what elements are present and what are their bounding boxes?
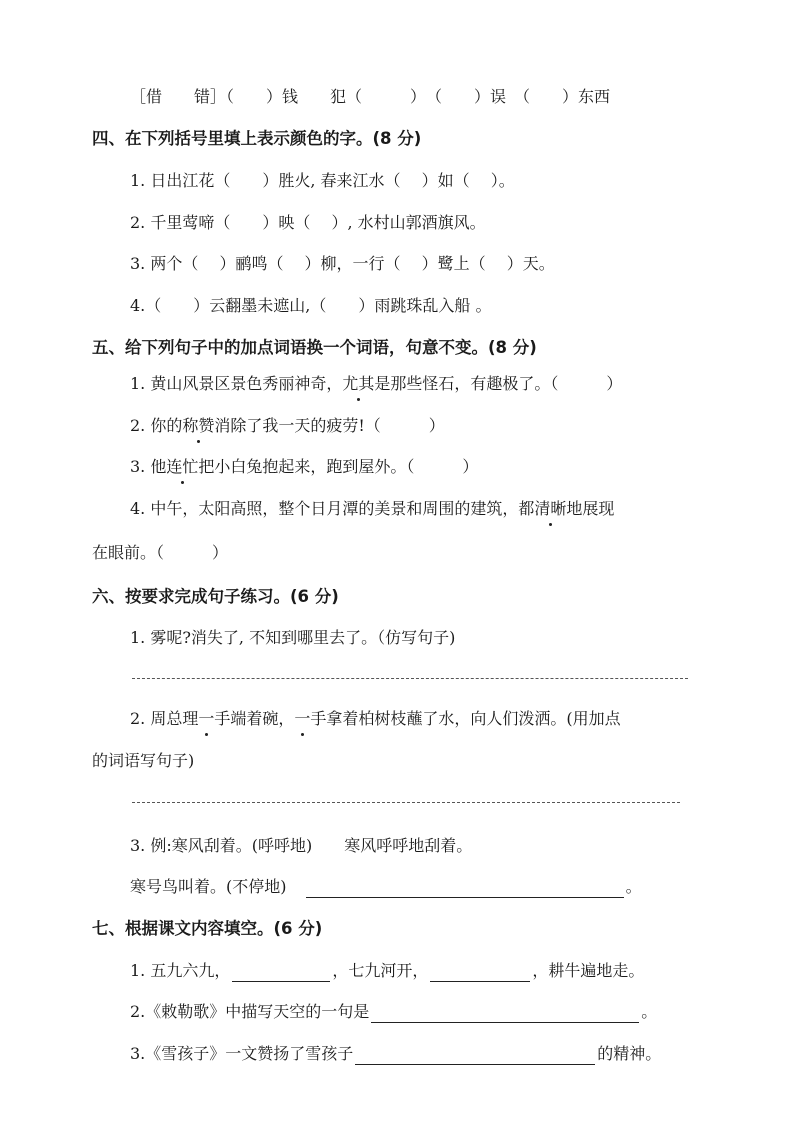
item-text: 消除了我一天的疲劳!（ ）: [214, 416, 445, 435]
section7-item-2: [130, 1001, 657, 1023]
dotted-word: 一: [198, 709, 215, 728]
section6-item-2-continued: 的词语写句子): [92, 751, 195, 770]
dotted-word: 称赞: [182, 416, 215, 435]
dotted-word: 连忙: [166, 457, 199, 476]
section5-item-4-continued[interactable]: 在眼前。（ ）: [92, 543, 229, 562]
section5-item-1[interactable]: [130, 373, 622, 395]
answer-blank[interactable]: [430, 961, 530, 982]
item-text: 3.《雪孩子》一文赞扬了雪孩子: [130, 1044, 354, 1063]
answer-line-dashed[interactable]: [132, 678, 688, 679]
answer-blank[interactable]: [306, 877, 624, 898]
answer-blank[interactable]: [232, 961, 330, 982]
section4-item-4[interactable]: 4.（ ）云翻墨未遮山,（ ）雨跳珠乱入船 。: [130, 296, 492, 315]
item-text: 地展现: [566, 499, 615, 518]
item-text: 2. 你的: [130, 416, 183, 435]
item-text: ，七九河开，: [332, 961, 429, 980]
item-text: 寒号鸟叫着。(不停地): [130, 877, 287, 896]
section7-item-3: [130, 1043, 661, 1065]
section4-item-2[interactable]: 2. 千里莺啼（ ）映（ ）, 水村山郭酒旗风。: [130, 213, 486, 232]
section4-item-1[interactable]: 1. 日出江花（ ）胜火, 春来江水（ ）如（ ）。: [130, 171, 515, 190]
answer-blank[interactable]: [355, 1044, 595, 1065]
dotted-word: 尤其: [342, 374, 375, 393]
item-text: 2.《敕勒歌》中描写天空的一句是: [130, 1002, 370, 1021]
item-text: 的精神。: [597, 1044, 662, 1063]
item-text: 手端着碗，: [214, 709, 295, 728]
item-text: 2. 周总理: [130, 709, 199, 728]
dotted-word: 清晰: [534, 499, 567, 518]
item-text: 是那些怪石，有趣极了。（ ）: [374, 374, 623, 393]
answer-blank[interactable]: [371, 1002, 639, 1023]
section6-heading: 六、按要求完成句子练习。(6 分): [92, 587, 339, 606]
answer-line-dashed[interactable]: [132, 802, 680, 803]
item-text: 1. 五九六九，: [130, 961, 231, 980]
section6-item-3-task: [130, 876, 642, 898]
section4-item-3[interactable]: 3. 两个（ ）鹂鸣（ ）柳，一行（ ）鹭上（ ）天。: [130, 254, 555, 273]
item-text: 3. 他: [130, 457, 167, 476]
item-text: 把小白兔抱起来，跑到屋外。（ ）: [198, 457, 479, 476]
section6-item-3-example: 3. 例:寒风刮着。(呼呼地) 寒风呼呼地刮着。: [130, 836, 473, 855]
section7-item-1: [130, 960, 644, 982]
item-text: 。: [641, 1002, 658, 1021]
item-text: 手拿着柏树枝蘸了水，向人们泼洒。(用加点: [310, 709, 621, 728]
item-text: ，耕牛遍地走。: [532, 961, 645, 980]
item-text: 1. 黄山风景区景色秀丽神奇，: [130, 374, 343, 393]
section5-item-4[interactable]: [130, 498, 614, 520]
section4-heading: 四、在下列括号里填上表示颜色的字。(8 分): [92, 129, 422, 148]
section3-last-line: ［借 错］（ ）钱 犯（ ） （ ）误 （ ）东西: [130, 87, 611, 106]
dotted-word: 一: [294, 709, 311, 728]
section5-item-3[interactable]: [130, 456, 478, 478]
item-text: 4. 中午，太阳高照，整个日月潭的美景和周围的建筑，都: [130, 499, 535, 518]
section7-heading: 七、根据课文内容填空。(6 分): [92, 919, 323, 938]
item-text: 。: [625, 877, 642, 896]
section6-item-2: [130, 708, 621, 730]
section5-item-2[interactable]: [130, 415, 445, 437]
section6-item-1: 1. 雾呢?消失了, 不知到哪里去了。（仿写句子): [130, 628, 456, 647]
section5-heading: 五、给下列句子中的加点词语换一个词语，句意不变。(8 分): [92, 338, 537, 357]
